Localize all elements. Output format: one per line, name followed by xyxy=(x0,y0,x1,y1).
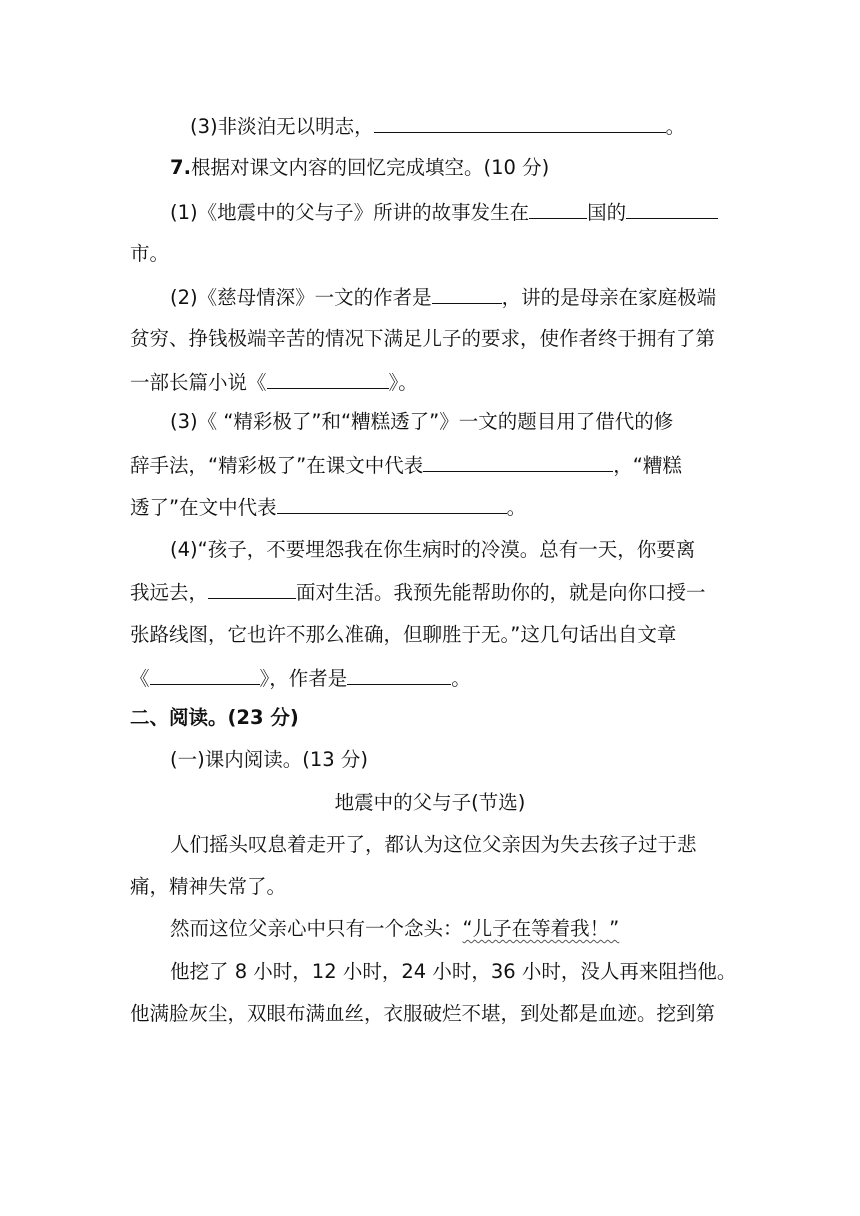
answer-blank[interactable] xyxy=(626,198,718,219)
q7-item2-line3: 一部长篇小说《 》。 xyxy=(130,368,740,397)
q7-item1-line2: 市。 xyxy=(130,242,170,265)
passage-p2: 然而这位父亲心中只有一个念头：“儿子在等着我！” xyxy=(170,917,620,940)
subsection-title: (一)课内阅读。(13 分) xyxy=(170,748,368,771)
passage-title: 地震中的父与子(节选) xyxy=(334,791,526,814)
q7-item4-line1: (4)“孩子，不要埋怨我在你生病时的冷漠。总有一天，你要离 xyxy=(170,538,696,561)
q7-item3-line3: 透了”在文中代表 。 xyxy=(130,493,740,522)
q6-item3: (3)非淡泊无以明志， 。 xyxy=(190,112,800,141)
passage-p1-line1: 人们摇头叹息着走开了，都认为这位父亲因为失去孩子过于悲 xyxy=(170,833,697,856)
answer-blank[interactable] xyxy=(432,283,502,304)
answer-blank[interactable] xyxy=(208,578,296,599)
q7-item2-line1: (2)《慈母情深》一文的作者是 ，讲的是母亲在家庭极端 xyxy=(170,283,740,312)
passage-p3-line2: 他满脸灰尘，双眼布满血丝，衣服破烂不堪，到处都是血迹。挖到第 xyxy=(130,1002,716,1025)
answer-blank[interactable] xyxy=(529,198,587,219)
q6-item3-text: (3)非淡泊无以明志， xyxy=(190,115,374,138)
q7-item1-line1: (1)《地震中的父与子》所讲的故事发生在 国的 xyxy=(170,198,740,227)
passage-p3-line1: 他挖了 8 小时，12 小时，24 小时，36 小时，没人再来阻挡他。 xyxy=(170,960,737,983)
answer-blank[interactable] xyxy=(423,451,613,472)
answer-blank[interactable] xyxy=(374,112,666,133)
q7-heading xyxy=(170,154,740,182)
q7-item4-line2: 我远去， 面对生活。我预先能帮助你的，就是向你口授一 xyxy=(130,578,740,607)
answer-blank[interactable] xyxy=(267,368,389,389)
q7-number: 7. xyxy=(170,156,191,179)
q7-item2-line2: 贫穷、挣钱极端辛苦的情况下满足儿子的要求，使作者终于拥有了第 xyxy=(130,327,716,350)
passage-p1-line2: 痛，精神失常了。 xyxy=(130,875,287,898)
q7-item3-line1: (3)《 “精彩极了”和“糟糕透了”》一文的题目用了借代的修 xyxy=(170,410,674,433)
q7-item3-line2: 辞手法，“精彩极了”在课文中代表 ，“糟糕 xyxy=(130,451,740,480)
q7-item4-line4: 《 》，作者是 。 xyxy=(130,664,740,693)
q7-item4-line3: 张路线图，它也许不那么准确，但聊胜于无。”这几句话出自文章 xyxy=(130,623,677,646)
q7-heading-text: 根据对课文内容的回忆完成填空。(10 分) xyxy=(190,156,550,179)
answer-blank[interactable] xyxy=(150,664,260,685)
answer-blank[interactable] xyxy=(347,664,451,685)
answer-blank[interactable] xyxy=(277,493,507,514)
wavy-underlined-quote: “儿子在等着我！” xyxy=(462,917,620,940)
section-title: 二、阅读。(23 分) xyxy=(130,706,299,729)
